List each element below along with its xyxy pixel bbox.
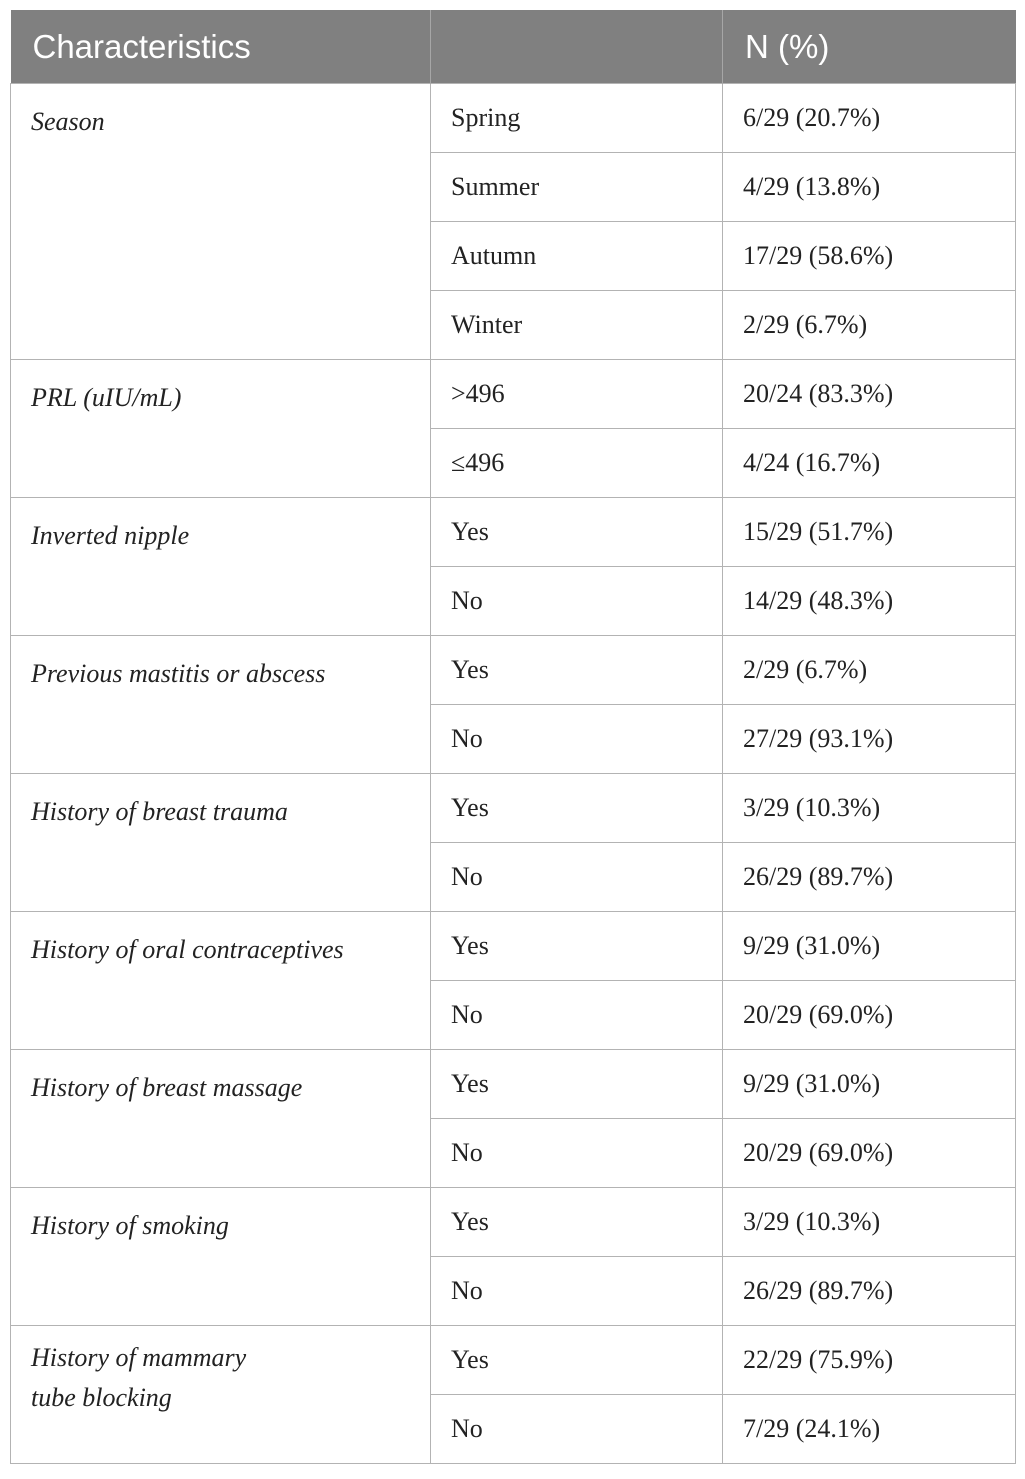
value-cell: 17/29 (58.6%) [723, 222, 1016, 291]
table-row [11, 636, 1016, 705]
subcategory-cell: Yes [431, 636, 723, 705]
value-cell: 27/29 (93.1%) [723, 705, 1016, 774]
characteristic-label: Season [11, 84, 431, 360]
header-row [11, 10, 1016, 84]
table-row [11, 774, 1016, 843]
table-body [11, 84, 1016, 1464]
header-n-percent: N (%) [723, 10, 1016, 84]
subcategory-cell: Yes [431, 912, 723, 981]
value-cell: 2/29 (6.7%) [723, 291, 1016, 360]
characteristic-label: History of oral contraceptives [11, 912, 431, 1050]
value-cell: 3/29 (10.3%) [723, 1188, 1016, 1257]
characteristic-label: Inverted nipple [11, 498, 431, 636]
value-cell: 2/29 (6.7%) [723, 636, 1016, 705]
characteristic-label: History of smoking [11, 1188, 431, 1326]
table-row [11, 360, 1016, 429]
subcategory-cell: Yes [431, 1050, 723, 1119]
header-characteristics: Characteristics [11, 10, 431, 84]
value-cell: 26/29 (89.7%) [723, 843, 1016, 912]
subcategory-cell: Yes [431, 498, 723, 567]
value-cell: 6/29 (20.7%) [723, 84, 1016, 153]
subcategory-cell: No [431, 981, 723, 1050]
subcategory-cell: ≤496 [431, 429, 723, 498]
value-cell: 26/29 (89.7%) [723, 1257, 1016, 1326]
subcategory-cell: No [431, 843, 723, 912]
table-row [11, 1188, 1016, 1257]
value-cell: 22/29 (75.9%) [723, 1326, 1016, 1395]
subcategory-cell: No [431, 1395, 723, 1464]
value-cell: 9/29 (31.0%) [723, 1050, 1016, 1119]
characteristic-label: PRL (uIU/mL) [11, 360, 431, 498]
table-row [11, 1050, 1016, 1119]
header-subcategory [431, 10, 723, 84]
subcategory-cell: No [431, 1257, 723, 1326]
subcategory-cell: Winter [431, 291, 723, 360]
value-cell: 20/29 (69.0%) [723, 981, 1016, 1050]
subcategory-cell: Yes [431, 774, 723, 843]
value-cell: 4/29 (13.8%) [723, 153, 1016, 222]
characteristic-label: History of breast trauma [11, 774, 431, 912]
value-cell: 7/29 (24.1%) [723, 1395, 1016, 1464]
value-cell: 3/29 (10.3%) [723, 774, 1016, 843]
subcategory-cell: Yes [431, 1326, 723, 1395]
table-row [11, 912, 1016, 981]
characteristic-label: History of breast massage [11, 1050, 431, 1188]
value-cell: 4/24 (16.7%) [723, 429, 1016, 498]
value-cell: 9/29 (31.0%) [723, 912, 1016, 981]
table-row [11, 84, 1016, 153]
subcategory-cell: Yes [431, 1188, 723, 1257]
characteristics-table [10, 10, 1016, 1464]
value-cell: 20/24 (83.3%) [723, 360, 1016, 429]
value-cell: 15/29 (51.7%) [723, 498, 1016, 567]
subcategory-cell: No [431, 705, 723, 774]
value-cell: 20/29 (69.0%) [723, 1119, 1016, 1188]
subcategory-cell: Autumn [431, 222, 723, 291]
subcategory-cell: Summer [431, 153, 723, 222]
table-row [11, 498, 1016, 567]
subcategory-cell: No [431, 1119, 723, 1188]
table-row [11, 1326, 1016, 1395]
characteristic-label: Previous mastitis or abscess [11, 636, 431, 774]
subcategory-cell: >496 [431, 360, 723, 429]
characteristic-label: History of mammary tube blocking [11, 1326, 431, 1464]
subcategory-cell: No [431, 567, 723, 636]
subcategory-cell: Spring [431, 84, 723, 153]
value-cell: 14/29 (48.3%) [723, 567, 1016, 636]
